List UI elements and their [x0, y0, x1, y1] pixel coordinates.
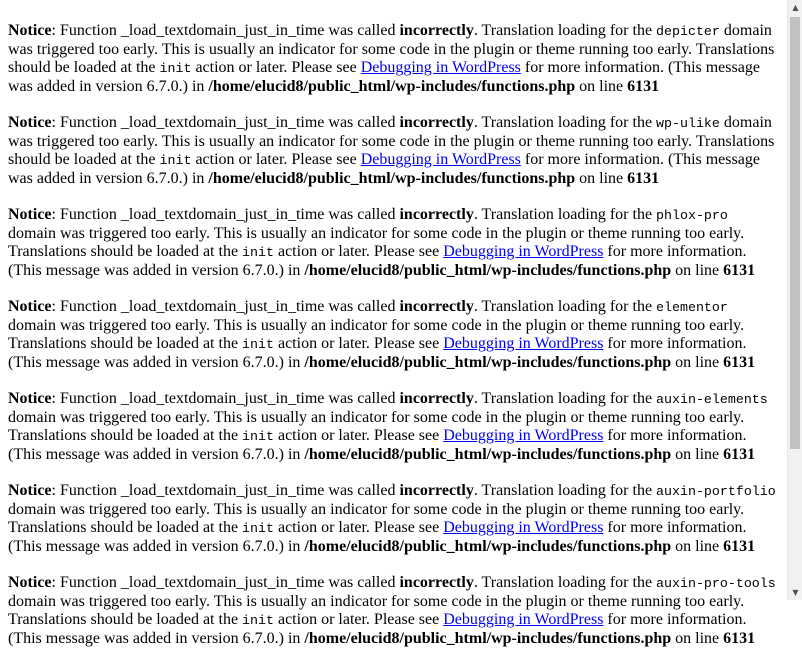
init-code: init — [242, 429, 274, 444]
php-notice: Notice: Function _load_textdomain_just_in_time was called incorrectly. Translation loading for the auxin-pro-tools domain was triggered too early. This is usually an indicator for some code in the plugin or theme running too early. Translations should be loaded at the init action or later. Please see Debugging in WordPress for more information. (This message was added in version 6.7.0.) in /home/elucid8/public_html/wp-includes/functions.php on line 6131 — [8, 574, 776, 647]
php-notice: Notice: Function _load_textdomain_just_in_time was called incorrectly. Translation loading for the auxin-elements domain was triggered too early. This is usually an indicator for some code in the plugin or theme running too early. Translations should be loaded at the init action or later. Please see Debugging in WordPress for more information. (This message was added in version 6.7.0.) in /home/elucid8/public_html/wp-includes/functions.php on line 6131 — [8, 390, 768, 463]
notice-label: Notice — [8, 298, 52, 315]
debugging-link[interactable]: Debugging in WordPress — [360, 59, 521, 76]
incorrectly-text: incorrectly — [399, 22, 474, 39]
debugging-link[interactable]: Debugging in WordPress — [443, 519, 604, 536]
notice-label: Notice — [8, 22, 52, 39]
text-domain: auxin-elements — [656, 392, 768, 407]
line-number: 6131 — [627, 78, 660, 95]
scroll-up-arrow-icon[interactable]: ▲ — [792, 3, 799, 12]
incorrectly-text: incorrectly — [399, 298, 474, 315]
init-code: init — [242, 337, 274, 352]
debugging-link[interactable]: Debugging in WordPress — [443, 611, 604, 628]
line-number: 6131 — [723, 446, 756, 463]
php-notice: Notice: Function _load_textdomain_just_in_time was called incorrectly. Translation loading for the phlox-pro domain was triggered too early. This is usually an indicator for some code in the plugin or theme running too early. Translations should be loaded at the init action or later. Please see Debugging in WordPress for more information. (This message was added in version 6.7.0.) in /home/elucid8/public_html/wp-includes/functions.php on line 6131 — [8, 206, 756, 279]
incorrectly-text: incorrectly — [399, 206, 474, 223]
line-number: 6131 — [723, 354, 756, 371]
php-notice: Notice: Function _load_textdomain_just_in_time was called incorrectly. Translation loading for the auxin-portfolio domain was triggered too early. This is usually an indicator for some code in the plugin or theme running too early. Translations should be loaded at the init action or later. Please see Debugging in WordPress for more information. (This message was added in version 6.7.0.) in /home/elucid8/public_html/wp-includes/functions.php on line 6131 — [8, 482, 776, 555]
incorrectly-text: incorrectly — [399, 390, 474, 407]
text-domain: phlox-pro — [656, 208, 728, 223]
vertical-scrollbar[interactable] — [787, 0, 802, 600]
notice-label: Notice — [8, 482, 52, 499]
text-domain: elementor — [656, 300, 728, 315]
init-code: init — [242, 613, 274, 628]
scrollbar-thumb[interactable] — [790, 17, 800, 449]
incorrectly-text: incorrectly — [399, 574, 474, 591]
init-code: init — [242, 245, 274, 260]
text-domain: wp-ulike — [656, 116, 720, 131]
line-number: 6131 — [723, 538, 756, 555]
init-code: init — [159, 153, 192, 168]
notice-label: Notice — [8, 574, 52, 591]
notice-label: Notice — [8, 114, 52, 131]
php-notice: Notice: Function _load_textdomain_just_in_time was called incorrectly. Translation loading for the elementor domain was triggered too early. This is usually an indicator for some code in the plugin or theme running too early. Translations should be loaded at the init action or later. Please see Debugging in WordPress for more information. (This message was added in version 6.7.0.) in /home/elucid8/public_html/wp-includes/functions.php on line 6131 — [8, 298, 756, 371]
line-number: 6131 — [627, 170, 660, 187]
file-path: /home/elucid8/public_html/wp-includes/functions.php — [208, 78, 576, 95]
file-path: /home/elucid8/public_html/wp-includes/functions.php — [304, 446, 672, 463]
line-number: 6131 — [723, 630, 756, 647]
debugging-link[interactable]: Debugging in WordPress — [443, 427, 604, 444]
notice-label: Notice — [8, 206, 52, 223]
file-path: /home/elucid8/public_html/wp-includes/functions.php — [304, 262, 672, 279]
text-domain: auxin-portfolio — [656, 484, 776, 499]
notice-label: Notice — [8, 390, 52, 407]
file-path: /home/elucid8/public_html/wp-includes/functions.php — [208, 170, 576, 187]
text-domain: depicter — [656, 24, 720, 39]
text-domain: auxin-pro-tools — [656, 576, 776, 591]
incorrectly-text: incorrectly — [399, 114, 474, 131]
file-path: /home/elucid8/public_html/wp-includes/functions.php — [304, 354, 672, 371]
init-code: init — [159, 61, 192, 76]
debugging-link[interactable]: Debugging in WordPress — [360, 151, 521, 168]
file-path: /home/elucid8/public_html/wp-includes/functions.php — [304, 538, 672, 555]
php-notice: Notice: Function _load_textdomain_just_in_time was called incorrectly. Translation loading for the depicter domain was triggered too early. This is usually an indicator for some code in the plugin or theme running too early. Translations should be loaded at the init action or later. Please see Debugging in WordPress for more information. (This message was added in version 6.7.0.) in /home/elucid8/public_html/wp-includes/functions.php on line 6131 — [8, 22, 775, 95]
file-path: /home/elucid8/public_html/wp-includes/functions.php — [304, 630, 672, 647]
php-notice: Notice: Function _load_textdomain_just_in_time was called incorrectly. Translation loading for the wp-ulike domain was triggered too early. This is usually an indicator for some code in the plugin or theme running too early. Translations should be loaded at the init action or later. Please see Debugging in WordPress for more information. (This message was added in version 6.7.0.) in /home/elucid8/public_html/wp-includes/functions.php on line 6131 — [8, 114, 775, 187]
line-number: 6131 — [723, 262, 756, 279]
debugging-link[interactable]: Debugging in WordPress — [443, 335, 604, 352]
incorrectly-text: incorrectly — [399, 482, 474, 499]
scroll-down-arrow-icon[interactable]: ▼ — [792, 588, 799, 597]
init-code: init — [242, 521, 274, 536]
debugging-link[interactable]: Debugging in WordPress — [443, 243, 604, 260]
